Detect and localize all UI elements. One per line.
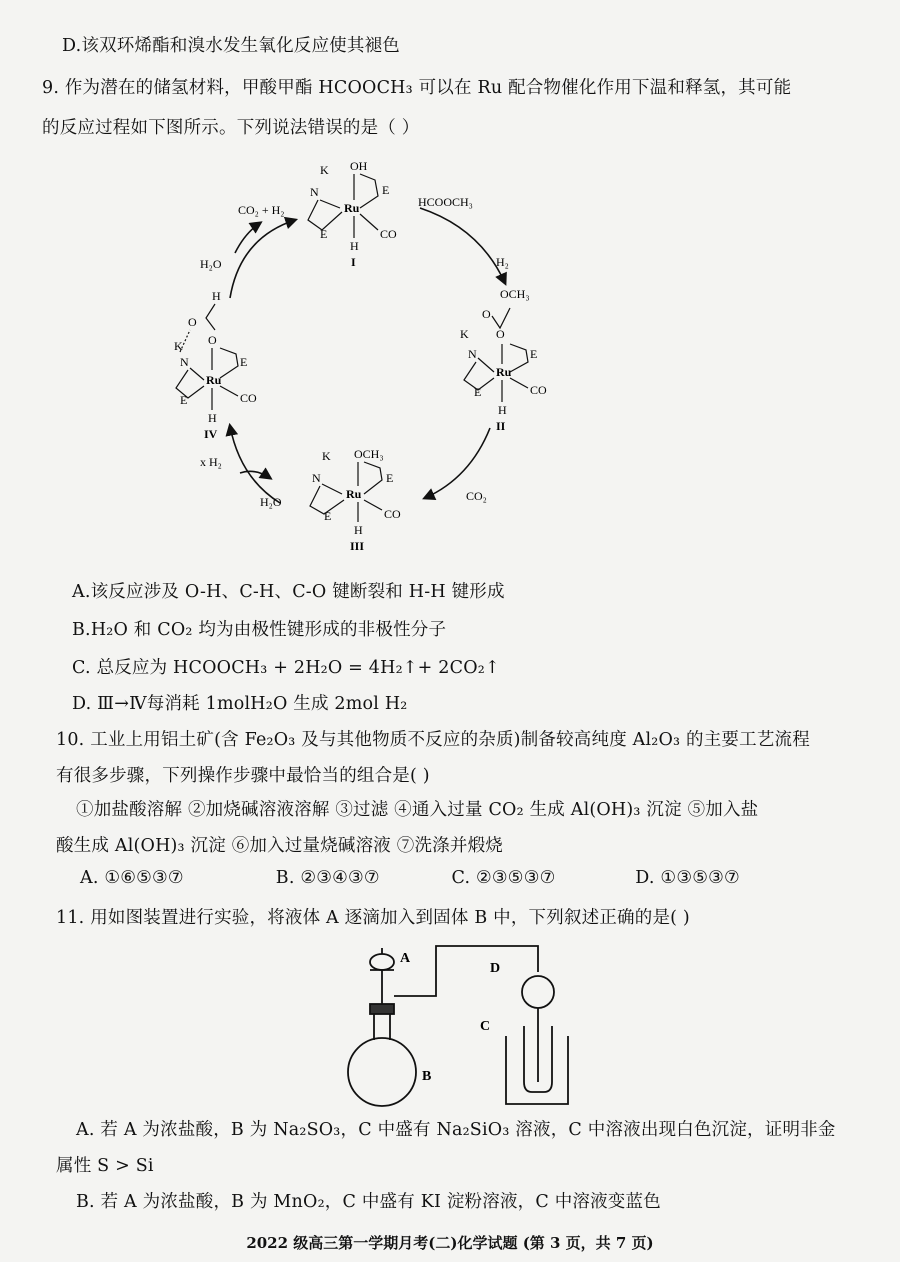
svg-text:E: E: [320, 227, 328, 241]
svg-text:CO: CO: [240, 391, 257, 405]
complex-III: [310, 447, 401, 553]
q10-choice-d: D. ①③⑤③⑦: [635, 868, 740, 888]
svg-text:N: N: [312, 471, 321, 485]
svg-text:Ru: Ru: [346, 487, 362, 501]
label-c: C: [480, 1019, 491, 1034]
svg-text:OCH₃: OCH₃: [354, 447, 384, 461]
q9-option-a: A.该反应涉及 O-H、C-H、C-O 键断裂和 H-H 键形成: [72, 582, 505, 602]
label-a: A: [400, 951, 411, 966]
svg-text:K: K: [322, 449, 331, 463]
svg-text:N: N: [310, 185, 319, 199]
apparatus-diagram: [340, 932, 570, 1112]
svg-text:OH: OH: [350, 159, 368, 173]
q9-option-b: B.H₂O 和 CO₂ 均为由极性键形成的非极性分子: [72, 620, 447, 640]
reagent-hcoocch3: HCOOCH₃: [418, 195, 473, 209]
svg-text:K: K: [460, 327, 469, 341]
catalytic-cycle-diagram: [160, 158, 600, 568]
svg-text:E: E: [324, 509, 332, 523]
svg-text:IV: IV: [204, 427, 218, 441]
complex-IV: [174, 289, 257, 441]
q11-stem: 11. 用如图装置进行实验，将液体 A 逐滴加入到固体 B 中，下列叙述正确的是( ): [56, 908, 690, 928]
svg-text:H: H: [354, 523, 363, 537]
page-footer: 2022 级高三第一学期月考(二)化学试题 (第 3 页，共 7 页): [246, 1234, 654, 1252]
svg-text:N: N: [180, 355, 189, 369]
reagent-h2: H₂: [496, 255, 509, 269]
svg-text:N: N: [468, 347, 477, 361]
svg-text:CO: CO: [384, 507, 401, 521]
q9-stem-line1: 9. 作为潜在的储氢材料，甲酸甲酯 HCOOCH₃ 可以在 Ru 配合物催化作用下温和释氢，其可能: [42, 78, 792, 98]
svg-text:H: H: [212, 289, 221, 303]
svg-text:CO: CO: [530, 383, 547, 397]
svg-text:O: O: [208, 333, 217, 347]
q10-choice-c: C. ②③⑤③⑦: [451, 868, 556, 888]
complex-I: [308, 159, 397, 269]
q10-choice-b: B. ②③④③⑦: [275, 868, 380, 888]
svg-text:O: O: [482, 307, 491, 321]
q10-stem-line2: 有很多步骤，下列操作步骤中最恰当的组合是( ): [56, 766, 430, 786]
svg-text:H: H: [498, 403, 507, 417]
q11-option-a-line1: A. 若 A 为浓盐酸，B 为 Na₂SO₃，C 中盛有 Na₂SiO₃ 溶液，C 中溶液出现白色沉淀，证明非金: [76, 1120, 836, 1140]
svg-text:Ru: Ru: [344, 201, 360, 215]
svg-text:H: H: [350, 239, 359, 253]
svg-text:E: E: [474, 385, 482, 399]
svg-text:E: E: [240, 355, 248, 369]
reagent-h2o-bottom: H₂O: [260, 495, 282, 509]
svg-text:O: O: [496, 327, 505, 341]
svg-text:I: I: [351, 255, 356, 269]
reagent-xh2: x H₂: [200, 455, 222, 469]
svg-text:OCH₃: OCH₃: [500, 287, 530, 301]
svg-text:II: II: [496, 419, 506, 433]
reagent-co2-h2: CO₂ + H₂: [238, 203, 285, 217]
svg-text:E: E: [530, 347, 538, 361]
svg-text:O: O: [188, 315, 197, 329]
q9-option-d: D. Ⅲ→Ⅳ每消耗 1molH₂O 生成 2mol H₂: [72, 694, 408, 714]
q9-option-c: C. 总反应为 HCOOCH₃ + 2H₂O = 4H₂↑+ 2CO₂↑: [72, 658, 500, 678]
svg-text:H: H: [208, 411, 217, 425]
q11-option-b: B. 若 A 为浓盐酸，B 为 MnO₂，C 中盛有 KI 淀粉溶液，C 中溶液变蓝色: [76, 1192, 661, 1212]
svg-text:E: E: [382, 183, 390, 197]
label-b: B: [422, 1069, 432, 1084]
svg-text:E: E: [386, 471, 394, 485]
svg-text:K: K: [174, 339, 183, 353]
svg-text:Ru: Ru: [206, 373, 222, 387]
q10-steps-line2: 酸生成 Al(OH)₃ 沉淀 ⑥加入过量烧碱溶液 ⑦洗涤并煅烧: [56, 836, 503, 856]
label-d: D: [490, 961, 501, 976]
q9-stem-line2: 的反应过程如下图所示。下列说法错误的是（ ）: [42, 118, 420, 138]
svg-text:K: K: [320, 163, 329, 177]
reagent-h2o-left: H₂O: [200, 257, 222, 271]
svg-text:E: E: [180, 393, 188, 407]
q8-option-d: D.该双环烯酯和溴水发生氧化反应使其褪色: [62, 36, 400, 56]
svg-text:III: III: [350, 539, 365, 553]
complex-II: [460, 287, 547, 433]
reagent-co2: CO₂: [466, 489, 487, 503]
svg-text:Ru: Ru: [496, 365, 512, 379]
q11-option-a-line2: 属性 S > Si: [56, 1156, 154, 1176]
q10-choice-a: A. ①⑥⑤③⑦: [80, 868, 184, 888]
q10-stem-line1: 10. 工业上用铝土矿(含 Fe₂O₃ 及与其他物质不反应的杂质)制备较高纯度 Al₂O₃ 的主要工艺流程: [56, 730, 810, 750]
q10-steps-line1: ①加盐酸溶解 ②加烧碱溶液溶解 ③过滤 ④通入过量 CO₂ 生成 Al(OH)₃ 沉淀 ⑤加入盐: [76, 800, 759, 820]
q10-choices: [80, 868, 740, 888]
svg-text:CO: CO: [380, 227, 397, 241]
